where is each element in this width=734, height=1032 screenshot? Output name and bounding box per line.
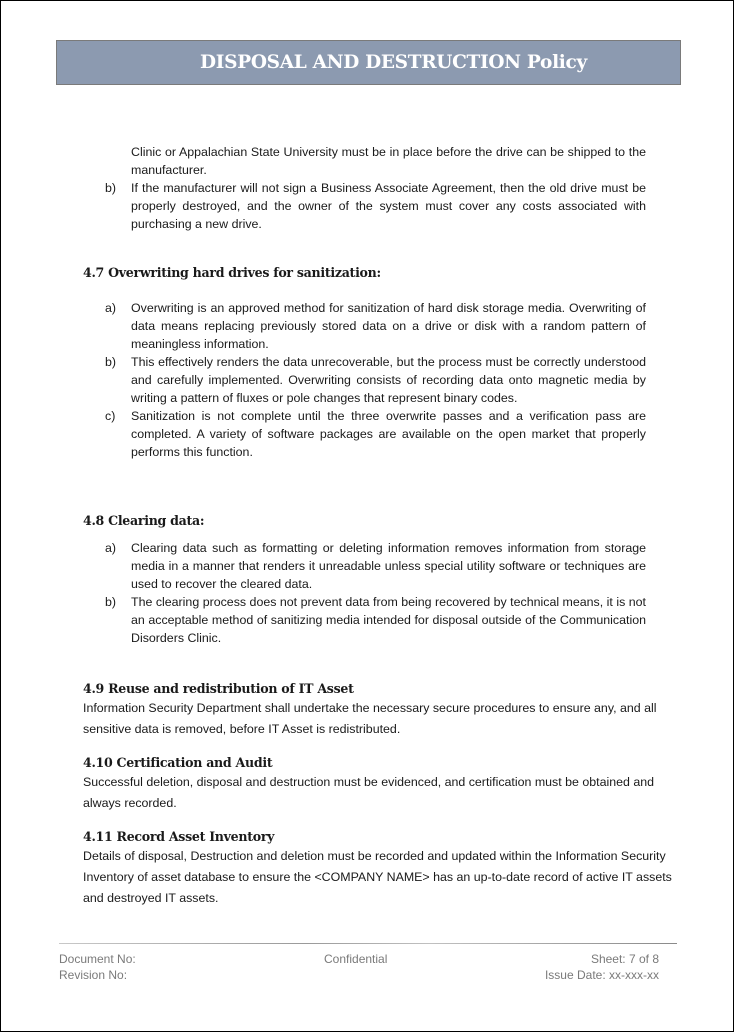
sheet-number: Sheet: 7 of 8 — [590, 952, 659, 966]
revision-no-label: Revision No: — [59, 968, 128, 982]
footer-divider — [59, 943, 677, 944]
document-title: DISPOSAL AND DESTRUCTION Policy — [200, 52, 587, 73]
list-marker: b) — [105, 181, 117, 195]
list-item — [105, 539, 646, 593]
list-marker: b) — [105, 355, 117, 369]
section-4-10-body: Successful deletion, disposal and destruction must be evidenced, and certification must be obtained and always recorded. — [83, 775, 655, 810]
list-item-text: The clearing process does not prevent data from being recovered by technical means, it is not an acceptable method of sanitizing media intended for disposal outside of the Communication Disorders Clinic. — [131, 595, 646, 645]
list-item — [105, 179, 646, 233]
heading-4-8: 4.8 Clearing data: — [83, 513, 205, 528]
list-item-text: Clearing data such as formatting or deleting information removes information from storage media in a manner that renders it unreadable unless special utility software or techniques are used to recover the cleared data. — [131, 541, 646, 591]
document-no-label: Document No: — [59, 952, 136, 966]
list-item-text: Sanitization is not complete until the three overwrite passes and a verification pass are completed. A variety of software packages are available on the open market that properly performs this function. — [131, 409, 646, 459]
list-marker: c) — [105, 409, 116, 423]
list-item — [105, 407, 646, 461]
section-4-7-list — [105, 299, 646, 461]
list-marker: a) — [105, 541, 117, 555]
list-marker: a) — [105, 301, 117, 315]
footer-right — [545, 951, 659, 983]
issue-date: Issue Date: xx-xxx-xx — [544, 968, 659, 982]
list-item-text: Overwriting is an approved method for sanitization of hard disk storage media. Overwriting of data means replacing previously stored data on a drive or disk with a random pattern of meaningless information. — [131, 301, 646, 351]
section-4-11-body: Details of disposal, Destruction and deletion must be recorded and updated within the Information Security Inventory of asset database to ensure the <COMPANY NAME> has an up-to-date record of active IT assets and destroyed IT assets. — [83, 849, 672, 905]
list-item-text: If the manufacturer will not sign a Business Associate Agreement, then the old drive must be properly destroyed, and the owner of the system must cover any costs associated with purchasing a new drive. — [131, 181, 646, 231]
list-item — [105, 299, 646, 353]
list-item — [105, 353, 646, 407]
heading-4-10: 4.10 Certification and Audit — [83, 755, 273, 770]
list-marker: b) — [105, 595, 117, 609]
heading-4-9: 4.9 Reuse and redistribution of IT Asset — [83, 681, 354, 696]
heading-4-11: 4.11 Record Asset Inventory — [83, 829, 275, 844]
prev-section-list — [105, 179, 646, 233]
section-4-8-list — [105, 539, 646, 647]
continuation-text: Clinic or Appalachian State University must be in place before the drive can be shipped to the manufacturer. — [131, 145, 646, 177]
list-item — [105, 593, 646, 647]
document-header-bar — [56, 40, 681, 85]
footer-classification: Confidential — [324, 952, 388, 966]
footer-left — [59, 951, 136, 983]
list-item-text: This effectively renders the data unrecoverable, but the process must be correctly understood and carefully implemented. Overwriting consists of recording data onto magnetic media by writing a pattern of fluxes or pole changes that represent binary codes. — [131, 355, 646, 405]
section-4-9-body: Information Security Department shall undertake the necessary secure procedures to ensure any, and all sensitive data is removed, before IT Asset is redistributed. — [83, 701, 657, 736]
heading-4-7: 4.7 Overwriting hard drives for sanitization: — [83, 265, 381, 280]
